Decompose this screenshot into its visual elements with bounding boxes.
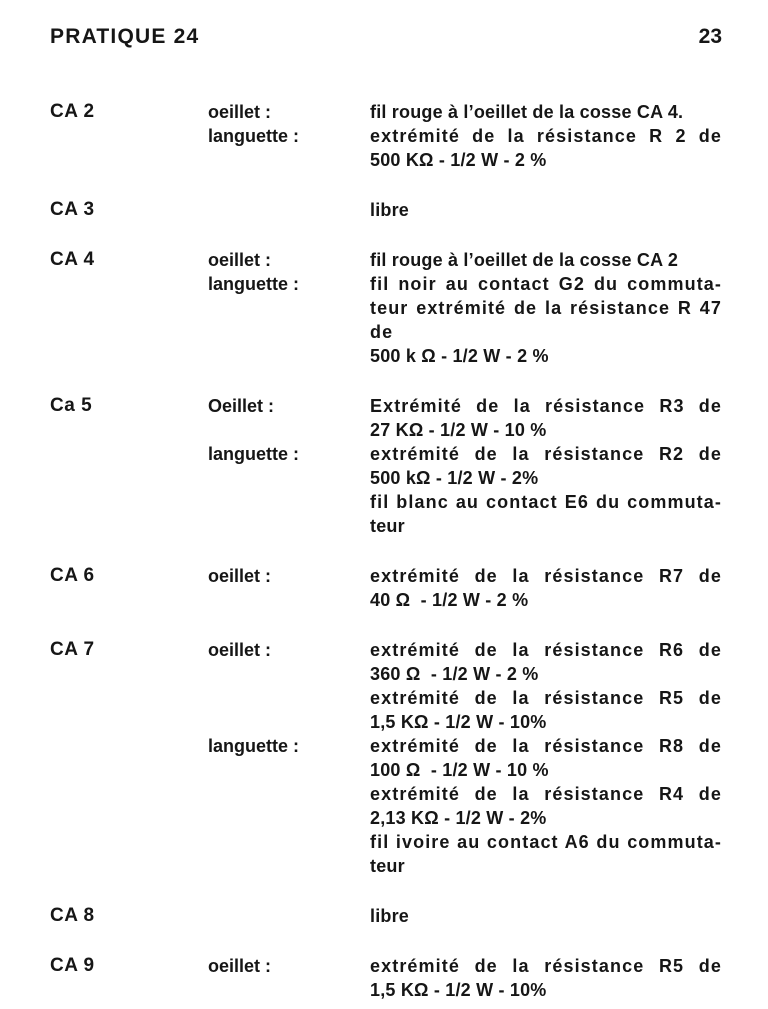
entry-part	[208, 198, 722, 222]
entry-line: extrémité de la résistance R5 de	[370, 956, 722, 976]
entry-lines	[370, 198, 722, 222]
entry-line: fil ivoire au contact A6 du commuta-	[370, 832, 722, 852]
entry-body	[208, 394, 722, 538]
entry-part	[208, 272, 722, 368]
page-number: 23	[698, 25, 722, 48]
entry-line: extrémité de la résistance R8 de	[370, 736, 722, 756]
entry-line: 2,13 KΩ - 1/2 W - 2%	[370, 808, 547, 828]
entry-body	[208, 198, 722, 222]
entry-lines	[370, 100, 722, 124]
entry-line: 27 KΩ - 1/2 W - 10 %	[370, 420, 547, 440]
entry-line: Extrémité de la résistance R3 de	[370, 396, 722, 416]
entry-row-ca2	[50, 100, 722, 172]
entry-line: 100 Ω - 1/2 W - 10 %	[370, 760, 549, 780]
entry-sublabel: languette :	[208, 736, 300, 756]
entry-part	[208, 564, 722, 612]
entry-row-ca7	[50, 638, 722, 878]
entry-label: CA 7	[50, 639, 95, 660]
entry-line: 360 Ω - 1/2 W - 2 %	[370, 664, 539, 684]
entry-part	[208, 904, 722, 928]
entry-sublabel	[208, 904, 370, 928]
entry-label: CA 8	[50, 905, 95, 926]
entry-row-ca6	[50, 564, 722, 612]
entry-lines	[370, 734, 722, 878]
entry-line: extrémité de la résistance R2 de	[370, 444, 722, 464]
entry-part	[208, 124, 722, 172]
entry-part	[208, 442, 722, 538]
entry-sublabel: oeillet :	[208, 956, 272, 976]
entry-sublabel: oeillet :	[208, 250, 272, 270]
entry-line: fil blanc au contact E6 du commuta-	[370, 492, 722, 512]
entry-part	[208, 100, 722, 124]
entry-row-ca3	[50, 198, 722, 222]
entry-part	[208, 734, 722, 878]
entry-body	[208, 904, 722, 928]
entry-line: extrémité de la résistance R7 de	[370, 566, 722, 586]
page-title: PRATIQUE 24	[50, 25, 200, 48]
entry-row-ca5	[50, 394, 722, 538]
entry-line: fil noir au contact G2 du commuta-	[370, 274, 722, 294]
entry-line: fil rouge à l’oeillet de la cosse CA 4.	[370, 102, 684, 122]
entry-part	[208, 638, 722, 734]
entry-label: CA 4	[50, 249, 95, 270]
entry-label: CA 6	[50, 565, 95, 586]
entry-body	[208, 248, 722, 368]
entry-sublabel: languette :	[208, 444, 300, 464]
entry-line: 500 KΩ - 1/2 W - 2 %	[370, 150, 547, 170]
entry-line: extrémité de la résistance R5 de	[370, 688, 722, 708]
entry-label: CA 2	[50, 101, 95, 122]
entry-label: Ca 5	[50, 395, 93, 416]
entry-lines	[370, 124, 722, 172]
entry-label: CA 9	[50, 955, 95, 976]
entry-lines	[370, 564, 722, 612]
entry-line: 1,5 KΩ - 1/2 W - 10%	[370, 712, 547, 732]
entry-line: libre	[370, 906, 410, 926]
entry-line: 500 k Ω - 1/2 W - 2 %	[370, 346, 549, 366]
entry-line: libre	[370, 200, 410, 220]
entry-sublabel: oeillet :	[208, 640, 272, 660]
entry-sublabel: Oeillet :	[208, 396, 275, 416]
entry-sublabel: languette :	[208, 126, 300, 146]
entry-body	[208, 564, 722, 612]
entry-body	[208, 638, 722, 878]
entry-sublabel	[208, 198, 370, 222]
entry-body	[208, 100, 722, 172]
entry-line: extrémité de la résistance R 2 de	[370, 126, 722, 146]
entry-lines	[370, 442, 722, 538]
entry-line: 40 Ω - 1/2 W - 2 %	[370, 590, 529, 610]
entry-row-ca9	[50, 954, 722, 1002]
entry-lines	[370, 272, 722, 368]
entry-line: teur extrémité de la résistance R 47 de	[370, 298, 722, 342]
entry-label: CA 3	[50, 199, 95, 220]
entry-sublabel: languette :	[208, 274, 300, 294]
entry-row-ca8	[50, 904, 722, 928]
entry-lines	[370, 394, 722, 442]
entry-lines	[370, 954, 722, 1002]
entry-line: 1,5 KΩ - 1/2 W - 10%	[370, 980, 547, 1000]
entry-line: extrémité de la résistance R6 de	[370, 640, 722, 660]
entry-line: teur	[370, 516, 405, 536]
entry-lines	[370, 248, 722, 272]
entry-lines	[370, 904, 722, 928]
entry-line: extrémité de la résistance R4 de	[370, 784, 722, 804]
entry-body	[208, 954, 722, 1002]
entry-part	[208, 248, 722, 272]
entry-lines	[370, 638, 722, 734]
page-header	[50, 24, 722, 50]
entry-sublabel: oeillet :	[208, 566, 272, 586]
entry-line: teur	[370, 856, 405, 876]
entry-row-ca4	[50, 248, 722, 368]
entry-part	[208, 954, 722, 1002]
entry-line: 500 kΩ - 1/2 W - 2%	[370, 468, 539, 488]
entry-part	[208, 394, 722, 442]
entry-line: fil rouge à l’oeillet de la cosse CA 2	[370, 250, 679, 270]
entry-sublabel: oeillet :	[208, 102, 272, 122]
